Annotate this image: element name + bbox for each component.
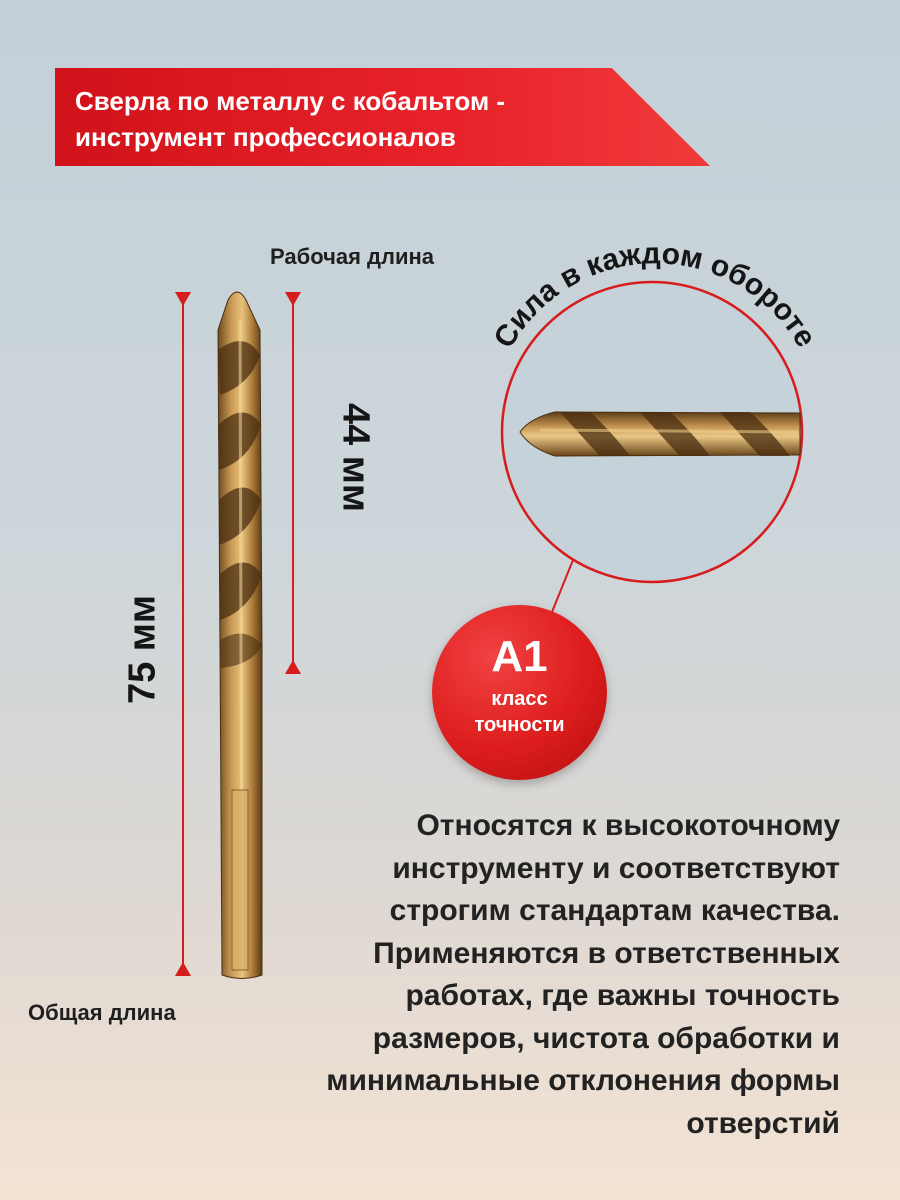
working-length-label: Рабочая длина <box>270 244 435 269</box>
working-length-dimension-line <box>285 292 301 674</box>
drill-bit <box>218 292 262 979</box>
drill-closeup <box>520 412 800 456</box>
working-length-value: 44 мм <box>334 402 377 513</box>
badge-line1: класс <box>491 688 548 710</box>
total-length-value: 75 мм <box>121 594 164 705</box>
description-text: Относятся к высокоточному инструменту и соответствуют строгим стандартам качества. Применяются в ответственных работах, где важны точность размеров, чистота обработки и минимальные отклонения формы отверстий <box>326 809 840 1140</box>
banner-title: Сверла по металлу с кобальтом - инструмент профессионалов <box>75 86 506 152</box>
badge-grade: A1 <box>491 632 548 681</box>
circle-slogan: Сила в каждом обороте <box>487 237 823 354</box>
accuracy-class-badge <box>432 605 607 780</box>
total-length-dimension-line <box>175 292 191 976</box>
total-length-label: Общая длина <box>28 1000 176 1025</box>
badge-line2: точности <box>474 714 565 736</box>
